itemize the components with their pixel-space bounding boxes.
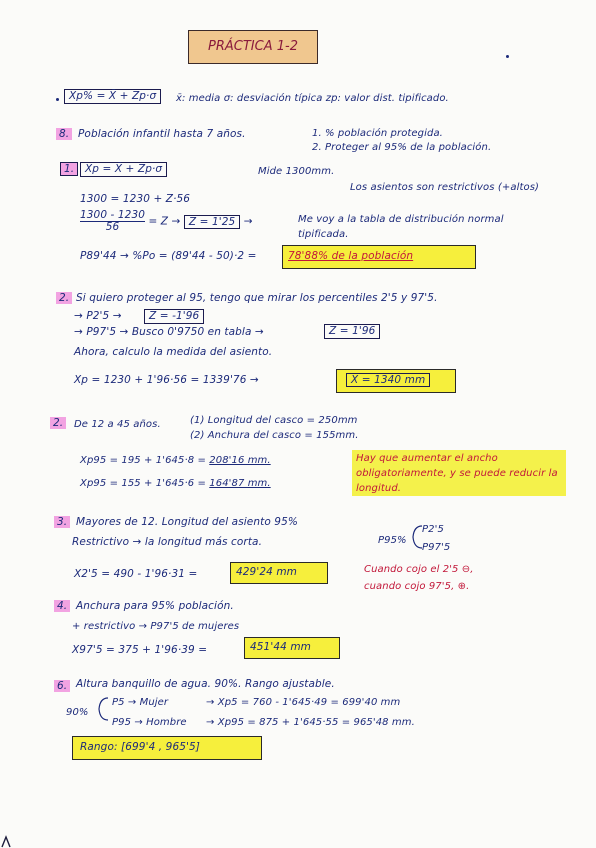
s4-note-1: Cuando cojo el 2'5 ⊖, <box>364 564 474 575</box>
s4-opt2: P97'5 <box>422 542 451 553</box>
s1-result: 78'88% de la población <box>288 250 414 262</box>
s5-heading: Anchura para 95% población. <box>76 600 234 612</box>
bullet <box>56 98 59 101</box>
s4-heading: Mayores de 12. Longitud del asiento 95% <box>76 516 298 528</box>
s2-ahora: Ahora, calculo la medida del asiento. <box>74 346 273 358</box>
s4-opt1: P2'5 <box>422 524 444 535</box>
s1-restrictive: Los asientos son restrictivos (+altos) <box>350 182 539 193</box>
s3-width: (2) Anchura del casco = 155mm. <box>190 430 359 441</box>
intro-formula: Xp% = X̄ + Zp·σ <box>64 89 161 104</box>
s1-percent-line: P89'44 → %Po = (89'44 - 50)·2 = <box>80 250 257 262</box>
s6-hombre-calc: → Xp95 = 875 + 1'645·55 = 965'48 mm. <box>206 717 415 728</box>
s6-percent: 90% <box>66 707 89 718</box>
brace-icon <box>410 522 424 552</box>
s6-mujer-calc: → Xp5 = 760 - 1'645·49 = 699'40 mm <box>206 697 401 708</box>
s4-x25: X2'5 = 490 - 1'96·31 = <box>74 568 198 580</box>
s2-p25: → P2'5 → <box>74 310 122 322</box>
s1-equation: 1300 = 1230 + Z·56 <box>80 193 191 205</box>
s4-restrictive: Restrictivo → la longitud más corta. <box>72 536 263 548</box>
s1-formula: Xp = X̄ + Zp·σ <box>80 162 167 177</box>
s1-fraction: $\frac{1300 - 1230}{56}$ = Z → Z = 1'25 → <box>80 209 253 233</box>
s6-mujer: P5 → Mujer <box>112 697 169 708</box>
s1-sub-number: 1. <box>60 163 78 176</box>
s2-xp: Xp = 1230 + 1'96·56 = 1339'76 → <box>74 374 259 386</box>
s6-range: Rango: [699'4 , 965'5] <box>80 741 200 753</box>
s4-result: 429'24 mm <box>236 566 297 578</box>
s5-number: 4. <box>54 600 70 613</box>
s2-p975: → P97'5 → Busco 0'9750 en tabla → <box>74 326 264 338</box>
s3-number: 2. <box>50 417 66 430</box>
s6-number: 6. <box>54 680 70 693</box>
brace-icon <box>96 694 110 724</box>
s1-tipificada: tipificada. <box>298 229 349 240</box>
s1-number: 8. <box>56 128 72 141</box>
s1-table-note: Me voy a la tabla de distribución normal <box>298 214 504 225</box>
s3-x95b: Xp95 = 155 + 1'645·6 = 164'87 mm. <box>80 478 271 489</box>
s2-number: 2. <box>56 292 72 305</box>
s3-length: (1) Longitud del casco = 250mm <box>190 415 358 426</box>
s4-p95: P95% <box>378 535 407 546</box>
page-title: PRÁCTICA 1-2 <box>188 30 318 64</box>
s1-mide: Mide 1300mm. <box>258 166 335 177</box>
s4-number: 3. <box>54 516 70 529</box>
s3-note: Hay que aumentar el ancho obligatoriamente, y se puede reducir la longitud. <box>356 453 558 494</box>
pen-dot <box>506 55 509 58</box>
s5-restrictive: + restrictivo → P97'5 de mujeres <box>72 621 240 632</box>
s3-x95: Xp95 = 195 + 1'645·8 = 208'16 mm. <box>80 455 271 466</box>
intro-legend: x̄: media σ: desviación típica zp: valor dist. tipificado. <box>176 93 449 104</box>
s2-z2: Z = 1'96 <box>324 324 380 339</box>
corner-mark <box>0 834 14 848</box>
s6-heading: Altura banquillo de agua. 90%. Rango ajustable. <box>76 678 335 690</box>
s2-z1: Z = -1'96 <box>144 309 204 324</box>
s2-result: X = 1340 mm <box>346 374 430 387</box>
s5-x: X97'5 = 375 + 1'96·39 = <box>72 644 208 656</box>
s2-heading: Si quiero proteger al 95, tengo que mirar los percentiles 2'5 y 97'5. <box>76 292 438 304</box>
s5-result: 451'44 mm <box>250 641 311 653</box>
s1-z-box: Z = 1'25 <box>184 215 240 229</box>
s3-heading: De 12 a 45 años. <box>74 419 161 430</box>
s4-note-2: cuando cojo 97'5, ⊕. <box>364 581 470 592</box>
s1-objective-1: 1. % población protegida. <box>312 128 443 139</box>
s6-hombre: P95 → Hombre <box>112 717 187 728</box>
s1-heading: Población infantil hasta 7 años. <box>78 128 246 140</box>
s1-objective-2: 2. Proteger al 95% de la población. <box>312 142 492 153</box>
